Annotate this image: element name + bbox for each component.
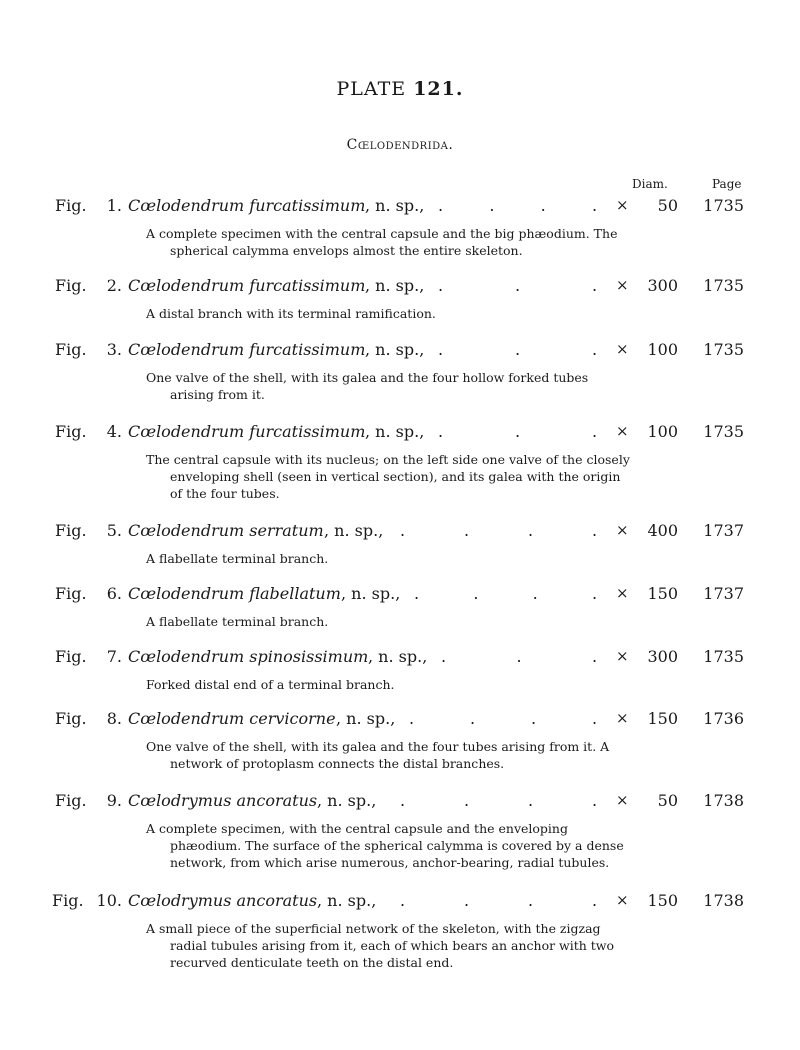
species-suffix: , n. sp., [336, 709, 396, 728]
column-header-diam: Diam. [632, 177, 668, 191]
figure-description: A complete specimen with the central capsule and the big phæodium. The spherical calymma envelops almost the entire skeleton. [146, 226, 618, 258]
page-number: 1737 [703, 584, 744, 603]
species-name: Cœlodendrum flabellatum [128, 584, 341, 603]
leader-dot: . [400, 891, 406, 910]
leader-dot: . [531, 709, 537, 728]
diameter-value: 100 [647, 340, 678, 359]
diameter-value: 50 [657, 791, 678, 810]
leader-dot: . [592, 891, 598, 910]
diameter-value: 150 [647, 584, 678, 603]
species-suffix: , n. sp., [317, 891, 377, 910]
section-title: Cœlodendrida. [346, 137, 454, 153]
leader-dot: . [528, 791, 534, 810]
fig-number: 1. [106, 196, 122, 215]
diameter-value: 150 [647, 709, 678, 728]
leader-dot: . [414, 584, 420, 603]
plate-number: 121. [413, 78, 464, 100]
species-suffix: , n. sp., [341, 584, 401, 603]
species-suffix: , n. sp., [365, 196, 425, 215]
leader-dot: . [528, 891, 534, 910]
species-suffix: , n. sp., [317, 791, 377, 810]
leader-dot: . [464, 891, 470, 910]
fig-number: 9. [106, 791, 122, 810]
leader-dot: . [592, 196, 598, 215]
fig-label: Fig. [55, 791, 87, 810]
leader-dot: . [473, 584, 479, 603]
leader-dot: . [515, 340, 521, 359]
fig-label: Fig. [55, 340, 87, 359]
leader-dot: . [470, 709, 476, 728]
times-sign: × [616, 709, 629, 727]
figure-description: One valve of the shell, with its galea and the four tubes arising from it. A network of protoplasm connects the distal branches. [146, 739, 610, 771]
leader-dot: . [592, 709, 598, 728]
species-suffix: , n. sp., [365, 276, 425, 295]
leader-dot: . [515, 276, 521, 295]
fig-number: 6. [106, 584, 122, 603]
leader-dot: . [532, 584, 538, 603]
leader-dot: . [528, 521, 534, 540]
leader-dot: . [409, 709, 415, 728]
species-name: Cœlodendrum serratum [128, 521, 324, 540]
plate-label: PLATE [336, 78, 407, 100]
column-header-page: Page [712, 177, 742, 191]
times-sign: × [616, 340, 629, 358]
figure-description: A flabellate terminal branch. [146, 551, 329, 566]
leader-dot: . [592, 647, 598, 666]
leader-dot: . [438, 196, 444, 215]
species-name: Cœlodendrum furcatissimum [128, 422, 366, 441]
species-name: Cœlodendrum furcatissimum [128, 340, 366, 359]
species-name: Cœlodendrum furcatissimum [128, 276, 366, 295]
figure-description: A flabellate terminal branch. [146, 614, 329, 629]
fig-number: 8. [106, 709, 122, 728]
figure-description: A small piece of the superficial network of the skeleton, with the zigzag radial tubules arising from it, each of which bears an anchor with two recurved denticulate teeth on the distal end. [146, 921, 615, 970]
leader-dot: . [592, 521, 598, 540]
times-sign: × [616, 422, 629, 440]
plate-title [0, 78, 800, 100]
fig-number: 2. [106, 276, 122, 295]
fig-label: Fig. [55, 422, 87, 441]
species-name: Cœlodrymus ancoratus [128, 791, 318, 810]
page-number: 1737 [703, 521, 744, 540]
diameter-value: 300 [647, 276, 678, 295]
species-name: Cœlodendrum cervicorne [128, 709, 336, 728]
leader-dot: . [592, 422, 598, 441]
fig-label: Fig. [55, 196, 87, 215]
leader-dot: . [515, 422, 521, 441]
fig-label: Fig. [55, 584, 87, 603]
times-sign: × [616, 276, 629, 294]
species-suffix: , n. sp., [368, 647, 428, 666]
page-number: 1736 [703, 709, 744, 728]
diameter-value: 300 [647, 647, 678, 666]
species-name: Cœlodendrum spinosissimum [128, 647, 369, 666]
species-name: Cœlodendrum furcatissimum [128, 196, 366, 215]
species-name: Cœlodrymus ancoratus [128, 891, 318, 910]
leader-dot: . [438, 276, 444, 295]
page-number: 1735 [703, 340, 744, 359]
page-number: 1735 [703, 647, 744, 666]
leader-dot: . [592, 340, 598, 359]
figure-description: A complete specimen, with the central capsule and the enveloping phæodium. The surface of the spherical calymma is covered by a dense network, from which arise numerous, anchor-bearing, radial tubules. [146, 821, 624, 870]
species-suffix: , n. sp., [324, 521, 384, 540]
page-number: 1735 [703, 276, 744, 295]
leader-dot: . [489, 196, 495, 215]
fig-label: Fig. [55, 521, 87, 540]
times-sign: × [616, 584, 629, 602]
fig-label: Fig. [52, 891, 84, 910]
leader-dot: . [464, 521, 470, 540]
diameter-value: 400 [647, 521, 678, 540]
figure-description: One valve of the shell, with its galea and the four hollow forked tubes arising from it. [146, 370, 589, 402]
times-sign: × [616, 791, 629, 809]
leader-dot: . [400, 521, 406, 540]
species-suffix: , n. sp., [365, 340, 425, 359]
fig-number: 5. [106, 521, 122, 540]
figure-description: The central capsule with its nucleus; on the left side one valve of the closely enveloping shell (seen in vertical section), and its galea with the origin of the four tubes. [146, 452, 630, 501]
fig-label: Fig. [55, 709, 87, 728]
leader-dot: . [400, 791, 406, 810]
leader-dot: . [441, 647, 447, 666]
figure-description: A distal branch with its terminal ramification. [146, 306, 436, 321]
leader-dot: . [438, 340, 444, 359]
page-number: 1735 [703, 196, 744, 215]
figure-description: Forked distal end of a terminal branch. [146, 677, 395, 692]
fig-number: 4. [106, 422, 122, 441]
diameter-value: 150 [647, 891, 678, 910]
times-sign: × [616, 891, 629, 909]
species-suffix: , n. sp., [365, 422, 425, 441]
times-sign: × [616, 196, 629, 214]
page-number: 1735 [703, 422, 744, 441]
page-number: 1738 [703, 791, 744, 810]
leader-dot: . [438, 422, 444, 441]
page-number: 1738 [703, 891, 744, 910]
diameter-value: 50 [657, 196, 678, 215]
leader-dot: . [592, 791, 598, 810]
fig-number: 7. [106, 647, 122, 666]
fig-label: Fig. [55, 276, 87, 295]
leader-dot: . [464, 791, 470, 810]
leader-dot: . [592, 584, 598, 603]
leader-dot: . [516, 647, 522, 666]
times-sign: × [616, 647, 629, 665]
fig-label: Fig. [55, 647, 87, 666]
fig-number: 3. [106, 340, 122, 359]
diameter-value: 100 [647, 422, 678, 441]
leader-dot: . [592, 276, 598, 295]
times-sign: × [616, 521, 629, 539]
leader-dot: . [540, 196, 546, 215]
fig-number: 10. [96, 891, 122, 910]
